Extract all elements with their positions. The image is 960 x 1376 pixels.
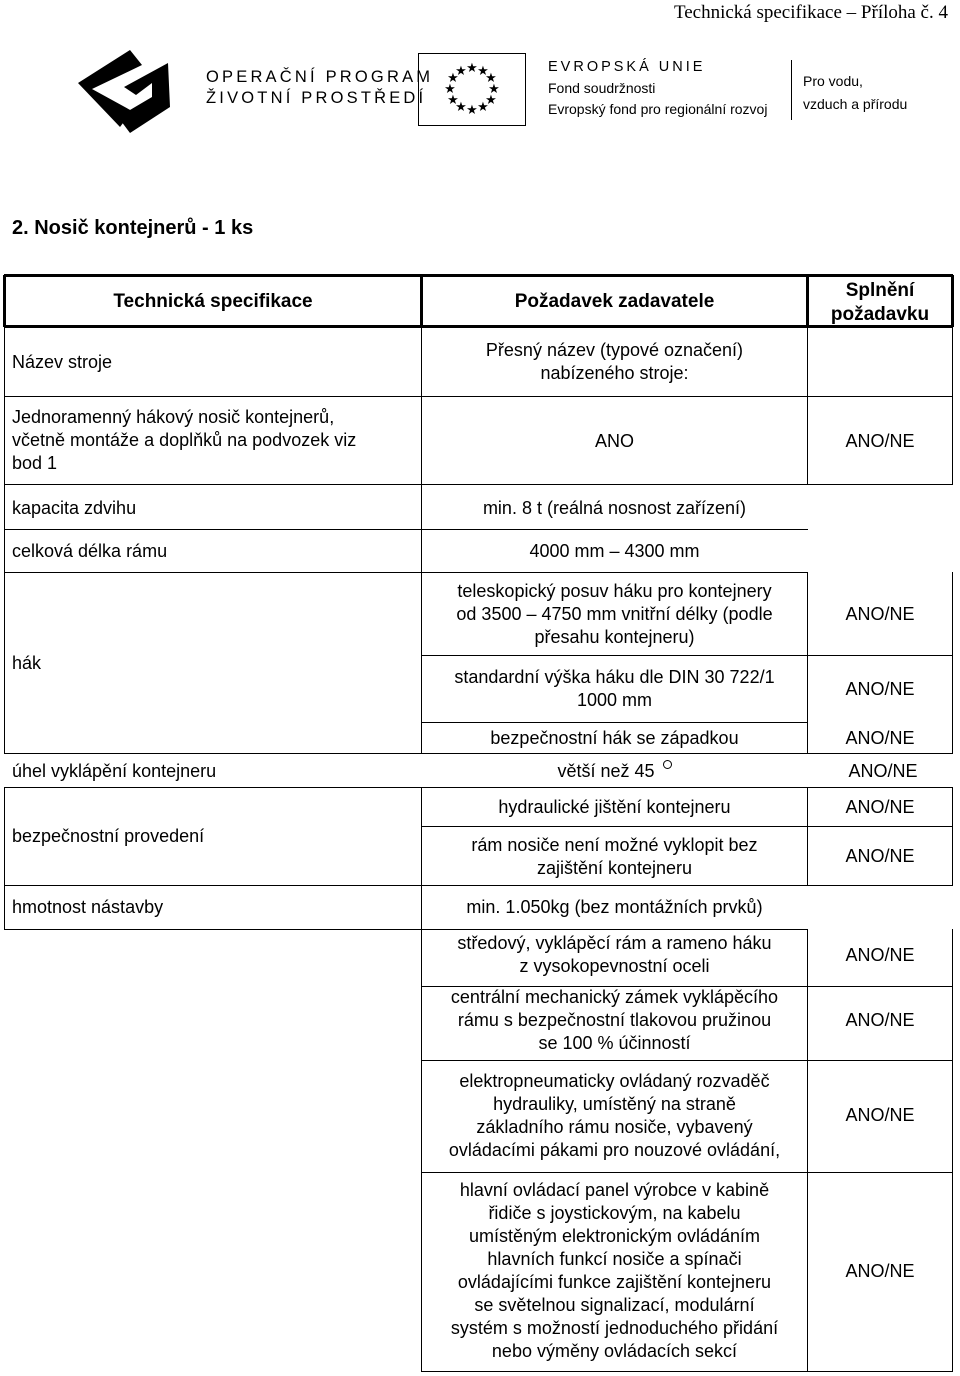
header-spec: Technická specifikace: [113, 291, 313, 312]
row-jedno-req: ANO: [594, 431, 634, 451]
degree-symbol: [663, 760, 672, 769]
eu-flag-icon: [418, 53, 526, 126]
row-nazev-req: Přesný název (typové označení) nabízeného stroje:: [485, 340, 744, 383]
logo-bar: [0, 40, 960, 140]
section-title: 2. Nosič kontejnerů - 1 ks: [12, 217, 254, 239]
row-bezp-fulfil1: ANO/NE: [845, 797, 915, 817]
row-extra-fulfil: ANO/NE: [845, 1261, 915, 1281]
row-bezp-label: bezpečnostní provedení: [12, 826, 205, 846]
row-delka-req: 4000 mm – 4300 mm: [529, 541, 700, 561]
row-uhel-req: větší než 45: [423, 760, 806, 783]
row-hak-fulfil3: ANO/NE: [845, 728, 915, 748]
motto: Pro vodu, vzduch a přírodu: [803, 73, 908, 112]
opzp-logo-icon: [72, 45, 176, 135]
svg-text:★: ★: [477, 64, 489, 79]
svg-text:★: ★: [485, 93, 497, 108]
row-extra-fulfil: ANO/NE: [845, 945, 915, 965]
svg-text:★: ★: [488, 82, 500, 97]
opzp-title: OPERAČNÍ PROGRAM ŽIVOTNÍ PROSTŘEDÍ: [206, 68, 434, 107]
svg-text:★: ★: [444, 82, 456, 97]
row-extra-req: středový, vyklápěcí rám a rameno háku z vysokopevnostní oceli: [457, 933, 772, 976]
svg-text:★: ★: [485, 71, 497, 86]
row-jedno-label: Jednoramenný hákový nosič kontejnerů, včetně montáže a doplňků na podvozek viz bod 1: [12, 407, 357, 473]
svg-text:★: ★: [466, 103, 478, 118]
row-hak-req1: teleskopický posuv háku pro kontejnery od 3500 – 4750 mm vnitřní délky (podle přesahu kontejneru): [456, 581, 773, 647]
row-extra-req: elektropneumaticky ovládaný rozvaděč hydrauliky, umístěný na straně základního rámu nosiče, vybavený ovládacími pákami pro nouzové ovládání,: [448, 1071, 781, 1160]
row-hak-label: hák: [12, 653, 42, 673]
row-extra-fulfil: ANO/NE: [845, 1105, 915, 1125]
header-fulfil: Splnění požadavku: [830, 280, 930, 325]
row-hak-req3: bezpečnostní hák se západkou: [490, 728, 739, 748]
row-uhel-label: úhel vyklápění kontejneru: [12, 761, 217, 781]
row-bezp-fulfil2: ANO/NE: [845, 846, 915, 866]
svg-text:★: ★: [447, 93, 459, 108]
svg-text:★: ★: [466, 61, 478, 76]
row-uhel-fulfil: ANO/NE: [848, 761, 918, 781]
row-hak-fulfil2: ANO/NE: [845, 679, 915, 699]
row-hak-fulfil1: ANO/NE: [845, 604, 915, 624]
row-bezp-req1: hydraulické jištění kontejneru: [498, 797, 731, 817]
row-jedno-fulfil: ANO/NE: [845, 431, 915, 451]
row-bezp-req2: rám nosiče není možné vyklopit bez zajištění kontejneru: [471, 835, 758, 878]
row-extra-req: hlavní ovládací panel výrobce v kabině řidiče s joystickovým, na kabelu umístěným elektronickým ovládáním hlavních funkcí nosiče a spínači ovládajícími funkce zajištění kontejneru se světelnou signalizací, modulární systém s možností jednoduchého přidání nebo výměny ovládacích sekcí: [450, 1180, 779, 1361]
row-delka-label: celková délka rámu: [12, 541, 168, 561]
svg-text:★: ★: [455, 64, 467, 79]
row-nazev-label: Název stroje: [12, 352, 113, 372]
page-header: Technická specifikace – Příloha č. 4: [673, 2, 948, 23]
row-hak-req2: standardní výška háku dle DIN 30 722/1 1000 mm: [454, 667, 775, 710]
svg-text:★: ★: [447, 71, 459, 86]
svg-text:★: ★: [455, 100, 467, 115]
row-hmotnost-label: hmotnost nástavby: [12, 897, 164, 917]
row-extra-req: centrální mechanický zámek vyklápěcího rámu s bezpečnostní tlakovou pružinou se 100 % účinností: [450, 987, 779, 1053]
row-kapacita-req: min. 8 t (reálná nosnost zařízení): [482, 498, 747, 518]
eu-title: EVROPSKÁ UNIE Fond soudržnosti Evropský fond pro regionální rozvoj: [548, 59, 768, 117]
row-extra-fulfil: ANO/NE: [845, 1010, 915, 1030]
svg-text:★: ★: [477, 100, 489, 115]
row-kapacita-label: kapacita zdvihu: [12, 498, 137, 518]
row-hmotnost-req: min. 1.050kg (bez montážních prvků): [466, 897, 763, 917]
header-req: Požadavek zadavatele: [514, 291, 715, 312]
logo-divider: [791, 60, 792, 120]
